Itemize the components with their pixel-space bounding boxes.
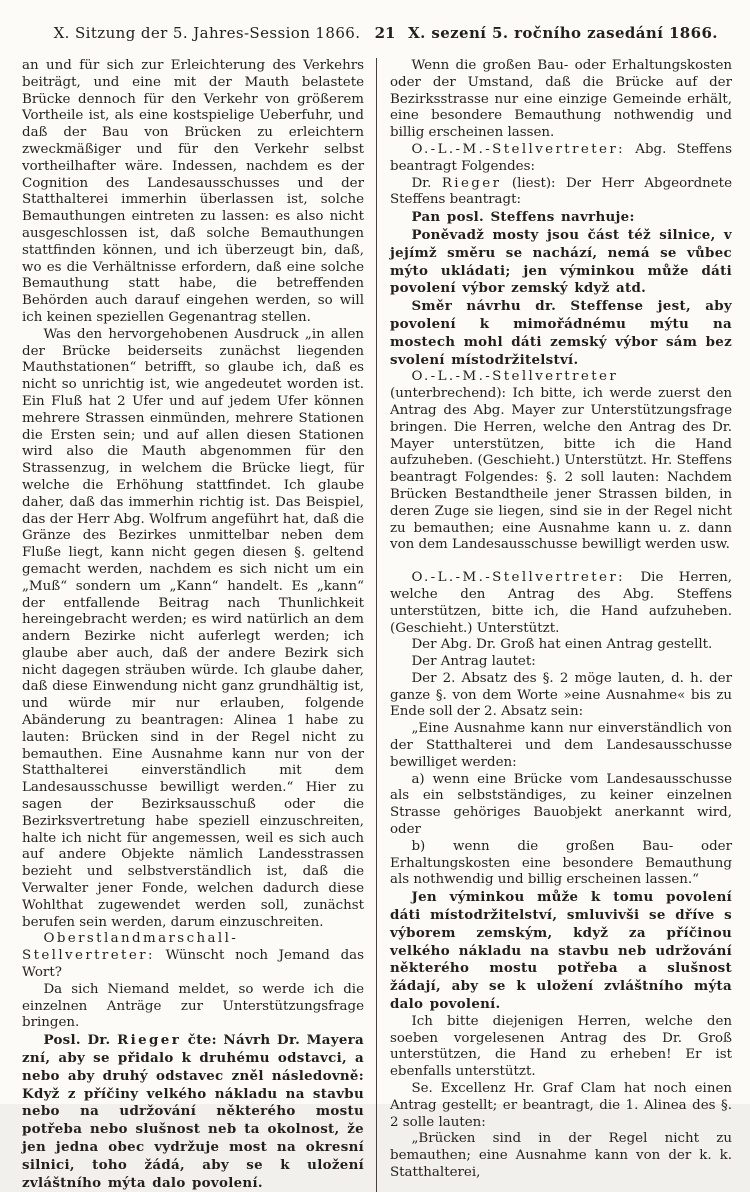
paragraph: [390, 772, 732, 839]
paragraph: [390, 654, 732, 671]
text-run: Der Antrag lautet:: [411, 654, 536, 670]
left-column: [22, 58, 376, 1192]
text-run: Směr návrhu dr. Steffense jest, aby povolení k mimořádnému mýtu na mostech mohl dáti zemský výbor sám bez svolení místodržitelství.: [390, 298, 732, 368]
paragraph: [390, 1131, 732, 1181]
paragraph: [390, 1014, 732, 1081]
right-column-with-divider: [376, 58, 732, 1192]
text-run: Der 2. Absatz des §. 2 möge lauten, d. h. der ganze §. von dem Worte »eine Ausnahme« bis zu Ende soll der 2. Absatz sein:: [390, 670, 732, 720]
text-columns: [22, 58, 732, 1192]
paragraph: [22, 1032, 364, 1192]
page-header: [22, 24, 732, 42]
text-run: Der Abg. Dr. Groß hat einen Antrag gestellt.: [411, 637, 713, 653]
paragraph: [390, 227, 732, 298]
speaker-name: O.-L.-M.-Stellvertreter:: [411, 141, 626, 157]
text-run: Ich bitte diejenigen Herren, welche den soeben vorgelesenen Antrag des Dr. Groß unterstützen, die Hand zu erheben! Er ist ebenfalls unterstützt.: [390, 1013, 732, 1080]
paragraph: [22, 982, 364, 1032]
speaker-name: Rieger: [117, 1032, 182, 1049]
header-title-czech: X. sezení 5. ročního zasedání 1866.: [408, 24, 718, 42]
paragraph: [390, 369, 732, 554]
text-run: Jen výminkou může k tomu povolení dáti místodržitelství, smluvivši se dříve s výborem zemským, když za příčinou velkého nákladu na stavbu neb udržování některého mostu potřeba a slušnost žádají, aby se k uložení zvláštního mýta dalo povolení.: [390, 889, 732, 1013]
text-run: Wünscht noch Jemand das Wort?: [22, 948, 364, 981]
text-run: Pan posl. Steffens navrhuje:: [411, 209, 635, 226]
paragraph: [390, 58, 732, 142]
paragraph: [390, 298, 732, 369]
page-number: 21: [374, 24, 396, 42]
text-run: Poněvadž mosty jsou část též silnice, v jejímž směru se nachází, nemá se vůbec mýto ukládati; jen výminkou může dáti povolení výbor zemský když atd.: [390, 226, 732, 297]
paragraph: [390, 142, 732, 176]
text-run: a) wenn eine Brücke vom Landesausschusse als ein selbstständiges, zu keiner einzelnen Strasse gehöriges Bauobjekt anerkannt wird, oder: [390, 771, 732, 838]
text-run: Posl. Dr.: [43, 1032, 118, 1049]
text-run: Abg. Steffens beantragt Folgendes:: [390, 141, 732, 174]
paragraph: [22, 327, 364, 932]
paragraph: [390, 209, 732, 227]
paragraph: [390, 721, 732, 771]
paragraph: [22, 58, 364, 327]
text-run: (unterbrechend): Ich bitte, ich werde zuerst den Antrag des Abg. Mayer zur Unterstützungsfrage bringen. Die Herren, welche den Antrag des Dr. Mayer unterstützen, bitte ich die Hand aufzuheben. (Geschieht.) Unterstützt. Hr. Steffens beantragt Folgendes: §. 2 soll lauten: Nachdem Brücken Bestandtheile jener Strassen bilden, in deren Zuge sie liegen, sind sie in der Regel nicht zu bemauthen; eine Ausnahme kann u. z. dann von dem Landesausschusse bewilligt werden usw.: [390, 386, 732, 553]
paragraph: [390, 176, 732, 210]
speaker-name: Rieger: [441, 175, 502, 191]
paragraph: [390, 889, 732, 1014]
paragraph: [390, 570, 732, 637]
text-run: Se. Excellenz Hr. Graf Clam hat noch einen Antrag gestellt; er beantragt, die 1. Alinea des §. 2 solle lauten:: [390, 1081, 732, 1130]
text-run: Da sich Niemand meldet, so werde ich die einzelnen Anträge zur Unterstützungsfrage bringen.: [22, 981, 364, 1031]
speaker-name: O.-L.-M.-Stellvertreter: [411, 369, 619, 385]
paragraph: [390, 839, 732, 889]
text-run: „Brücken sind in der Regel nicht zu bemauthen; eine Ausnahme kann von der k. k. Statthalterei,: [390, 1131, 732, 1180]
speaker-name: O.-L.-M.-Stellvertreter:: [411, 570, 626, 586]
text-run: (liest): Der Herr Abgeordnete Steffens beantragt:: [390, 175, 732, 208]
paragraph: [390, 1081, 732, 1131]
paragraph: [390, 637, 732, 654]
text-run: Die Herren, welche den Antrag des Abg. Steffens unterstützen, bitte ich, die Hand aufzuheben. (Geschieht.) Unterstützt.: [390, 570, 732, 636]
text-run: čte: Návrh Dr. Mayera zní, aby se přidalo k druhému odstavci, a nebo aby druhý odstavec zněl následovně: Když z příčiny velkého nákladu na stavbu nebo na udržování některého mostu potřeba nebo slušnost neb ta okolnost, že jen jedna obec vydržuje most na okresní silnici, toho žádá, aby se k uložení zvláštního mýta dalo povolení.: [22, 1032, 364, 1191]
text-run: Wenn die großen Bau- oder Erhaltungskosten oder der Umstand, daß die Brücke auf der Bezirksstrasse nur eine einzige Gemeinde erhält, eine besondere Bemauthung nothwendig und billig erscheinen lassen.: [390, 58, 732, 141]
text-run: Was den hervorgehobenen Ausdruck „in allen der Brücke beiderseits zunächst liegenden Mauthstationen“ betrifft, so glaube ich, daß es nicht so unrichtig ist, wie angedeutet worden ist. Ein Fluß hat 2 Ufer und auf jedem Ufer können mehrere Strassen einmünden, mehrere Stationen die Ersten sein; und auf allen diesen Stationen wird also die Mauth abgenommen für den Strassenzug, in welchem die Brücke liegt, für welche die Erhöhung stattfindet. Ich glaube daher, daß das immerhin richtig ist. Das Beispiel, das der Herr Abg. Wolfrum angeführt hat, daß die Gränze des Bezirkes unmittelbar neben dem Fluße liegt, kann nicht gegen diesen §. geltend gemacht werden, nachdem es sich nicht um ein „Muß“ sondern um „Kann“ handelt. Es „kann“ der entfallende Beitrag nach Thunlichkeit hereingebracht werden; es wird natürlich an dem andern Bezirke nicht auferlegt werden; ich glaube aber auch, daß der andere Bezirk sich nicht dagegen sträuben würde. Ich glaube daher, daß diese Einwendung nicht ganz grundhältig ist, und würde mir nur erlauben, folgende Abänderung zu beantragen: Alinea 1 habe zu lauten: Brücken sind in der Regel nicht zu bemauthen. Eine Ausnahme kann nur von der Statthalterei einverständlich mit dem Landesausschusse bewilligt werden.“ Hier zu sagen der Bezirksausschuß oder die Bezirksvertretung habe speziell einzuschreiten, halte ich nicht für angemessen, weil es sich auch auf andere Objekte nämlich Landesstrassen bezieht und selbstverständlich ist, daß die Verwalter jener Fonde, welchen dadurch diese Wohlthat zugewendet werden soll, zunächst berufen sein werden, darum einzuschreiten.: [22, 326, 364, 930]
text-run: b) wenn die großen Bau- oder Erhaltungskosten eine besondere Bemauthung als nothwendig und billig erscheinen lassen.“: [390, 838, 732, 888]
header-title-german: X. Sitzung der 5. Jahres-Session 1866.: [53, 24, 361, 42]
text-run: Dr.: [411, 175, 442, 191]
text-run: „Eine Ausnahme kann nur einverständlich von der Statthalterei und dem Landesausschusse bewilliget werden:: [390, 721, 732, 770]
paragraph: [390, 671, 732, 721]
paragraph: [22, 931, 364, 981]
speaker-name: Oberstlandmarschall-Stellvertreter:: [22, 931, 239, 964]
text-run: an und für sich zur Erleichterung des Verkehrs beiträgt, und eine mit der Mauth belastete Brücke dennoch für den Verkehr von größerem Vortheile ist, als eine kostspielige Ueberfuhr, und daß der Bau von Brücken zu erleichtern zweckmäßiger und für den Verkehr selbst vortheilhafter wäre. Indessen, nachdem es der Cognition des Landesausschusses und der Statthalterei immerhin überlassen ist, solche Bemauthungen eintreten zu lassen: es also nicht ausgeschlossen ist, daß solche Bemauthungen stattfinden können, und ich überzeugt bin, daß, wo es die Verhältnisse erfordern, daß eine solche Bemauthung statt habe, die betreffenden Behörden auch darauf eingehen werden, so will ich keinen speziellen Gegenantrag stellen.: [22, 58, 364, 325]
